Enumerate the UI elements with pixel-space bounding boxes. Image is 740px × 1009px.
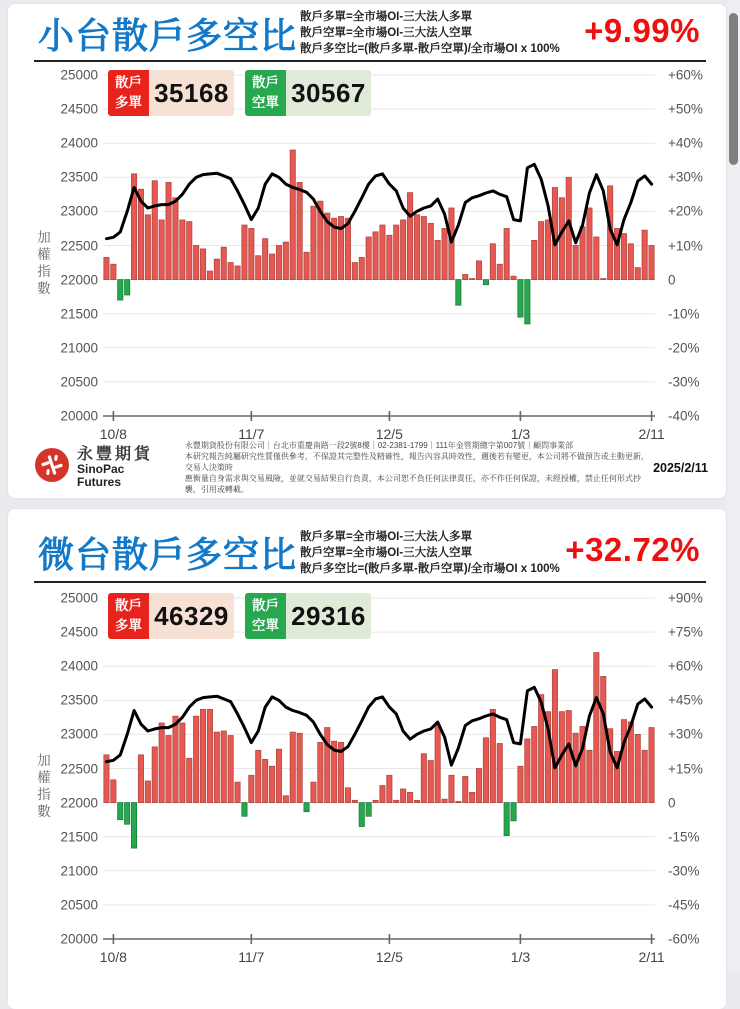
right-axis-tick-label: -15% [668, 829, 700, 845]
right-axis-tick-label: +30% [668, 726, 703, 742]
badge-label: 多單 [115, 618, 142, 633]
left-axis-tick-label: 20500 [60, 374, 98, 390]
left-axis-tick-label: 22500 [60, 761, 98, 776]
legend-badges [108, 593, 371, 639]
scrollbar-thumb[interactable] [729, 13, 738, 165]
micro-futures-card [8, 509, 726, 1009]
left-axis-tick-label: 24500 [60, 624, 98, 640]
formula-line: 散戶多單=全市場OI-三大法人多單 [300, 531, 473, 543]
x-axis-tick-label: 2/11 [638, 426, 665, 442]
badge-label: 散戶 [252, 598, 279, 614]
chart-area [8, 509, 726, 1009]
disclaimer-line: 永豐期貨股份有限公司｜台北市重慶南路一段2號8樓｜02-2381-1799｜111年金管期總字第007號｜顧問事業部 [184, 441, 574, 450]
formula-line: 散戶多空比=(散戶多單-散戶空單)/全市場OI x 100% [300, 563, 560, 575]
right-axis-tick-label: +20% [668, 203, 703, 219]
left-axis-tick-label: 25000 [60, 67, 98, 83]
left-axis-tick-label: 21500 [60, 829, 98, 845]
x-axis-tick-label: 12/5 [375, 426, 403, 442]
disclaimer-line: 本研究報告純屬研究性質僅供參考，不保證其完整性及精確性，報告內容具時效性，邇後若有變更，本公司將不做預告或主動更新，交易人決策時 [184, 452, 649, 472]
retail-short-value: 29316 [286, 593, 371, 639]
combo-chart-svg [103, 598, 655, 949]
retail-long-badge-group [108, 70, 234, 116]
right-axis-tick-label: +60% [668, 67, 703, 83]
retail-long-value: 35168 [149, 70, 234, 116]
header-divider [34, 581, 706, 583]
left-axis-tick-label: 20000 [60, 931, 98, 947]
mini-futures-card [8, 4, 726, 498]
badge-label: 散戶 [252, 75, 279, 91]
brand-name-en: SinoPac Futures [77, 462, 125, 490]
right-axis-tick-label: -30% [668, 863, 700, 879]
left-axis-title: 加 權 指 數 [37, 752, 51, 819]
left-axis-tick-label: 24500 [60, 101, 98, 117]
right-axis-tick-label: +40% [668, 135, 703, 151]
formula-block [300, 529, 560, 577]
x-axis-tick-label: 2/11 [638, 949, 665, 965]
left-axis-tick-label: 20000 [60, 408, 98, 424]
left-axis-tick-label: 23500 [60, 692, 98, 708]
right-axis-tick-label: +15% [668, 761, 703, 776]
right-axis-tick-label: -60% [668, 931, 700, 947]
card-header [8, 4, 726, 58]
right-axis-tick-label: -20% [668, 340, 700, 356]
right-axis-tick-label: +10% [668, 238, 703, 253]
badge-label: 散戶 [115, 75, 142, 91]
card-footer [8, 440, 726, 492]
headline-percent: +9.99% [584, 12, 700, 49]
left-axis-tick-label: 22000 [60, 272, 98, 288]
badge-label: 散戶 [115, 598, 142, 614]
right-axis-tick-label: +45% [668, 692, 703, 708]
left-axis-tick-label: 24000 [60, 658, 98, 674]
right-axis-tick-label: -45% [668, 897, 700, 913]
left-axis-title: 加 權 指 數 [37, 229, 51, 296]
formula-line: 散戶多空比=(散戶多單-散戶空單)/全市場OI x 100% [300, 43, 560, 55]
right-axis-tick-label: -30% [668, 374, 700, 390]
right-axis-tick-label: -10% [668, 306, 700, 322]
headline-percent: +32.72% [565, 531, 700, 568]
disclaimer-text [185, 440, 653, 495]
badge-label: 多單 [115, 95, 142, 110]
right-axis-tick-label: 0 [668, 795, 676, 811]
left-axis-tick-label: 22500 [60, 238, 98, 253]
left-axis-tick-label: 21000 [60, 863, 98, 879]
combo-chart-svg [103, 75, 655, 426]
x-axis-tick-label: 10/8 [99, 426, 127, 442]
left-axis-tick-label: 22000 [60, 795, 98, 811]
card-header [8, 509, 726, 579]
retail-long-badge-group [108, 593, 234, 639]
page-title: 小台散戶多空比 [38, 15, 298, 56]
left-axis-tick-label: 21000 [60, 340, 98, 356]
left-axis-tick-label: 23000 [60, 203, 98, 219]
page-title: 微台散戶多空比 [38, 534, 298, 575]
left-axis-tick-label: 23000 [60, 726, 98, 742]
header-divider [34, 60, 706, 62]
retail-short-badge [245, 70, 286, 116]
x-axis-tick-label: 1/3 [510, 426, 531, 442]
x-axis-tick-label: 10/8 [99, 949, 127, 965]
left-axis-tick-label: 25000 [60, 590, 98, 606]
left-axis-tick-label: 20500 [60, 897, 98, 913]
x-axis-tick-label: 11/7 [238, 949, 265, 965]
legend-badges [108, 70, 371, 116]
retail-short-badge [245, 593, 286, 639]
formula-line: 散戶空單=全市場OI-三大法人空單 [300, 547, 473, 559]
badge-label: 空單 [252, 95, 279, 110]
x-axis-tick-label: 11/7 [238, 426, 265, 442]
formula-line: 散戶多單=全市場OI-三大法人多單 [300, 11, 473, 23]
right-axis-tick-label: +30% [668, 169, 703, 185]
right-axis-tick-label: +75% [668, 624, 703, 640]
retail-short-badge-group [245, 70, 371, 116]
retail-long-badge [108, 593, 149, 639]
retail-long-badge [108, 70, 149, 116]
brand-block [77, 446, 171, 490]
right-axis-tick-label: +50% [668, 101, 703, 117]
left-axis-tick-label: 21500 [60, 306, 98, 322]
right-axis-tick-label: -40% [668, 408, 700, 424]
formula-line: 散戶空單=全市場OI-三大法人空單 [300, 27, 473, 39]
report-date: 2025/2/11 [653, 460, 708, 475]
right-axis-tick-label: +90% [668, 590, 703, 606]
badge-label: 空單 [252, 618, 279, 633]
x-axis-tick-label: 1/3 [510, 949, 531, 965]
right-axis-tick-label: 0 [668, 272, 676, 288]
retail-short-value: 30567 [286, 70, 371, 116]
right-axis-tick-label: +60% [668, 658, 703, 674]
sinopac-logo-icon [34, 447, 70, 488]
brand-name-cn: 永豐期貨 [77, 445, 154, 463]
left-axis-tick-label: 23500 [60, 169, 98, 185]
formula-block [300, 9, 560, 57]
disclaimer-line: 應衡量自身需求與交易風險，並就交易結果自行負責，本公司恕不負任何法律責任，亦不作任何保證，未經授權，禁止任何形式抄襲，引用或轉載。 [184, 474, 641, 494]
retail-short-badge-group [245, 593, 371, 639]
x-axis-tick-label: 12/5 [375, 949, 403, 965]
left-axis-tick-label: 24000 [60, 135, 98, 151]
retail-long-value: 46329 [149, 593, 234, 639]
